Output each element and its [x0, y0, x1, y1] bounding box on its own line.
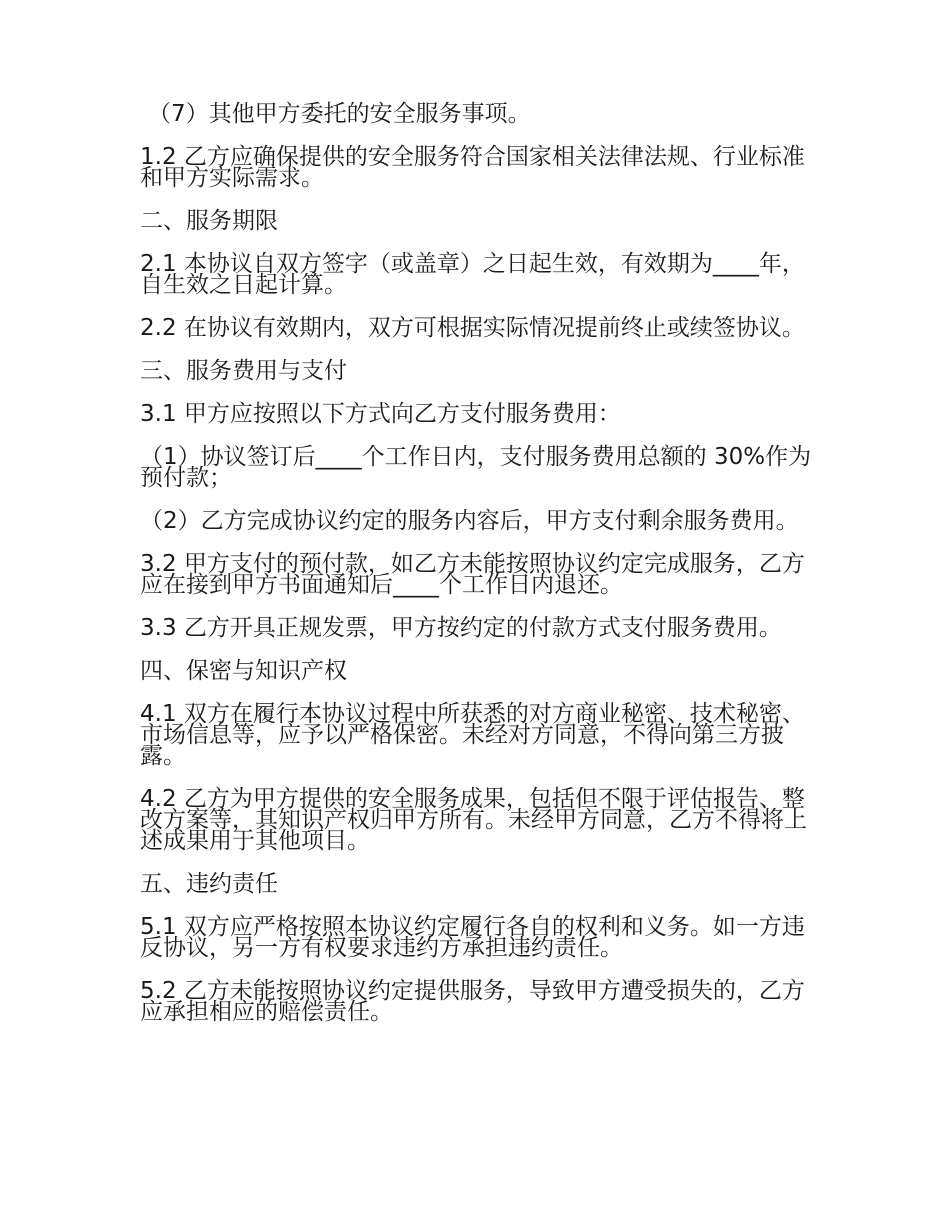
paragraph-1-2: 1.2 乙方应确保提供的安全服务符合国家相关法律法规、行业标准和甲方实际需求。: [140, 144, 805, 191]
document-body: [140, 101, 812, 1045]
section-heading-confidentiality-ip: 四、保密与知识产权: [140, 658, 347, 684]
paragraph-3-3: 3.3 乙方开具正规发票，甲方按约定的付款方式支付服务费用。: [140, 615, 782, 641]
paragraph-3-2: 3.2 甲方支付的预付款，如乙方未能按照协议约定完成服务，乙方应在接到甲方书面通知后____个工作日内退还。: [140, 551, 805, 598]
section-heading-service-term: 二、服务期限: [140, 208, 278, 234]
paragraph-5-1: 5.1 双方应严格按照本协议约定履行各自的权利和义务。如一方违反协议，另一方有权要求违约方承担违约责任。: [140, 914, 805, 961]
paragraph-2-2: 2.2 在协议有效期内，双方可根据实际情况提前终止或续签协议。: [140, 315, 805, 341]
paragraph-4-1: 4.1 双方在履行本协议过程中所获悉的对方商业秘密、技术秘密、市场信息等，应予以严格保密。未经对方同意，不得向第三方披露。: [140, 701, 805, 769]
paragraph-4-2: 4.2 乙方为甲方提供的安全服务成果，包括但不限于评估报告、整改方案等，其知识产权归甲方所有。未经甲方同意，乙方不得将上述成果用于其他项目。: [140, 786, 807, 854]
section-heading-fees-payment: 三、服务费用与支付: [140, 358, 347, 384]
paragraph-2-1: 2.1 本协议自双方签字（或盖章）之日起生效，有效期为____年，自生效之日起计算。: [140, 251, 805, 298]
paragraph-5-2: 5.2 乙方未能按照协议约定提供服务，导致甲方遭受损失的，乙方应承担相应的赔偿责任。: [140, 978, 805, 1025]
paragraph-3-1-item-1: （1）协议签订后____个工作日内，支付服务费用总额的 30%作为预付款；: [140, 444, 812, 491]
paragraph-3-1: 3.1 甲方应按照以下方式向乙方支付服务费用：: [140, 401, 621, 427]
paragraph-item-7: （7）其他甲方委托的安全服务事项。: [148, 101, 531, 127]
section-heading-liability: 五、违约责任: [140, 871, 278, 897]
paragraph-3-1-item-2: （2）乙方完成协议约定的服务内容后，甲方支付剩余服务费用。: [140, 508, 799, 534]
